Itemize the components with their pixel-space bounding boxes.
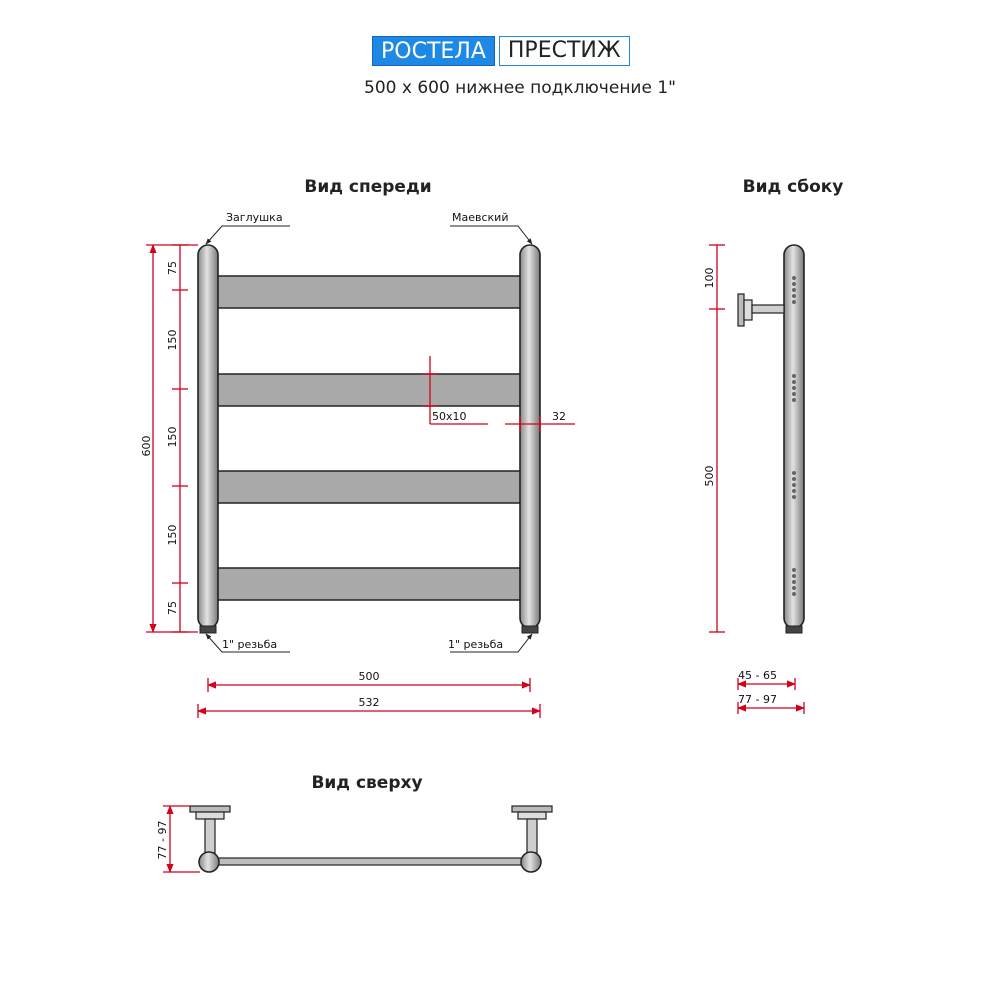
dim-seg-1: 75 <box>166 261 179 275</box>
side-thread <box>786 626 802 633</box>
subtitle: 500 х 600 нижнее подключение 1" <box>364 78 676 98</box>
top-bracket-right <box>527 819 537 853</box>
top-pipe-right <box>521 852 541 872</box>
right-thread <box>522 626 538 633</box>
dim-seg-2: 150 <box>166 329 179 351</box>
rung-2 <box>216 374 522 406</box>
rung-4 <box>216 568 522 600</box>
brand-name: РОСТЕЛА <box>372 36 495 66</box>
top-wall-plate-left <box>190 806 230 812</box>
bracket-arm <box>752 305 784 313</box>
plug-label: Заглушка <box>226 211 283 224</box>
top-view-title: Вид сверху <box>311 773 423 793</box>
dim-top-depth: 77 - 97 <box>156 820 169 860</box>
left-pipe <box>198 245 218 628</box>
dim-depth-b: 77 - 97 <box>738 693 777 706</box>
rung-1 <box>216 276 522 308</box>
right-pipe <box>520 245 540 628</box>
top-rail <box>210 858 532 865</box>
dim-width-inner: 500 <box>358 670 380 683</box>
top-wall-plate-right <box>512 806 552 812</box>
thread-label-left: 1" резьба <box>222 638 278 651</box>
dim-side-lower: 500 <box>703 465 716 487</box>
dim-side-top: 100 <box>703 267 716 289</box>
dim-seg-5: 75 <box>166 601 179 615</box>
top-bracket-left <box>205 819 215 853</box>
side-view-title: Вид сбоку <box>742 177 844 197</box>
dim-seg-3: 150 <box>166 426 179 448</box>
bracket-flange <box>744 300 752 320</box>
dim-depth-a: 45 - 65 <box>738 669 777 682</box>
brand-model: ПРЕСТИЖ <box>499 36 630 66</box>
dim-total-height: 600 <box>140 435 153 457</box>
valve-label: Маевский <box>452 211 509 224</box>
dim-pipe-dia: 32 <box>552 410 566 423</box>
top-pipe-left <box>199 852 219 872</box>
rung-3 <box>216 471 522 503</box>
thread-label-right: 1" резьба <box>448 638 504 651</box>
front-view-title: Вид спереди <box>304 177 432 197</box>
dim-rung-section: 50x10 <box>432 410 467 423</box>
wall-plate <box>738 294 744 326</box>
dim-seg-4: 150 <box>166 524 179 546</box>
left-thread <box>200 626 216 633</box>
dim-width-outer: 532 <box>358 696 380 709</box>
